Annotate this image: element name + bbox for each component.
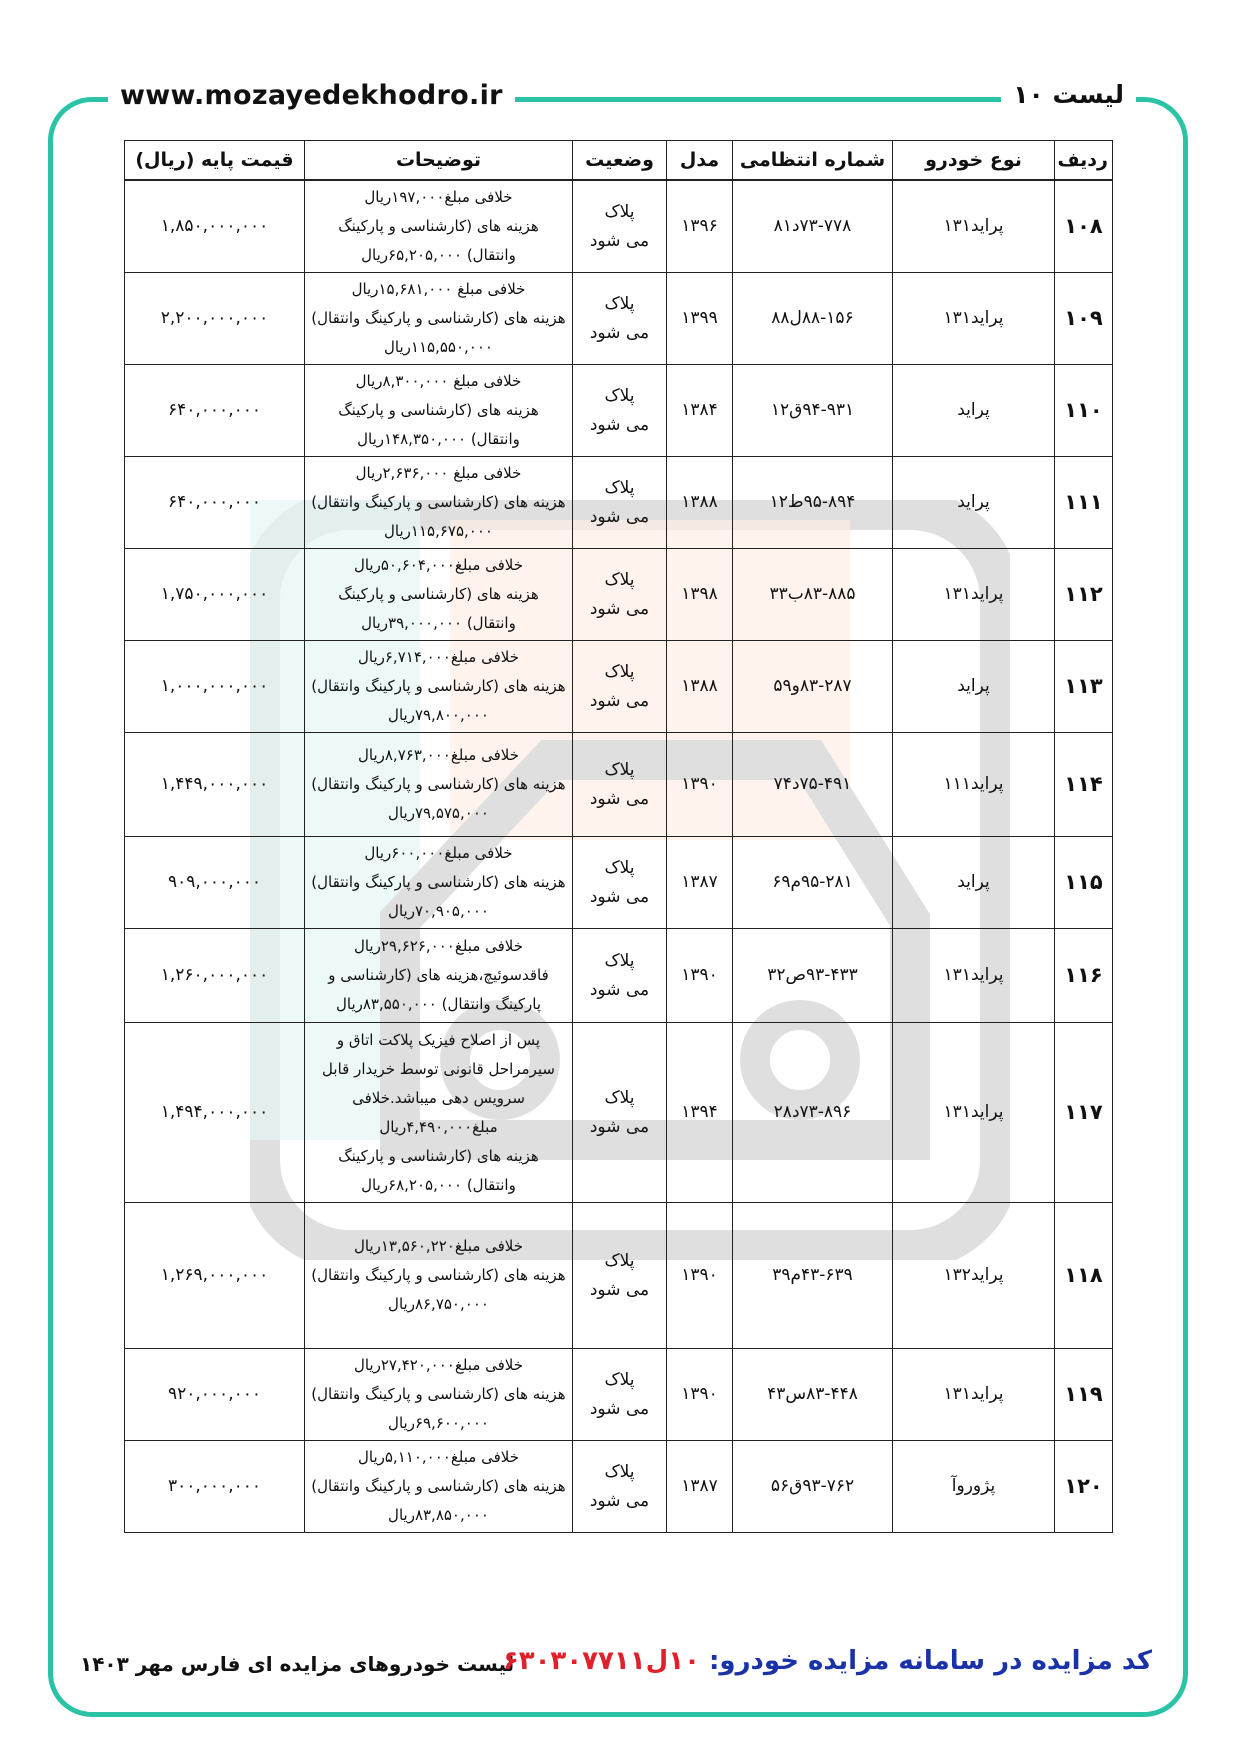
description-line: هزینه های (کارشناسی و پارکینگ — [338, 1146, 539, 1165]
car-type-cell — [893, 180, 1055, 273]
base-price: ۶۴۰,۰۰۰,۰۰۰ — [168, 400, 261, 420]
status-line: پلاک — [604, 857, 635, 878]
price-cell — [125, 1349, 305, 1441]
description-line: هزینه های (کارشناسی و پارکینگ وانتقال) — [311, 493, 566, 511]
description-line: وانتقال) ۱۴۸,۳۵۰,۰۰۰ریال — [357, 430, 520, 448]
description-line: خلافی مبلغ۲۹,۶۲۶,۰۰۰ریال — [353, 937, 524, 955]
status-line: پلاک — [604, 569, 635, 590]
row-number: ۱۱۶ — [1064, 963, 1103, 987]
model-year: ۱۳۹۶ — [681, 216, 718, 236]
base-price: ۳۰۰,۰۰۰,۰۰۰ — [168, 1476, 261, 1496]
plate-cell — [733, 929, 893, 1023]
plate-number: ۹۵-۸۹۴ط۱۲ — [769, 492, 856, 512]
footer-auction-code — [503, 1646, 1152, 1676]
row-number-cell — [1055, 929, 1113, 1023]
status-line: پلاک — [604, 201, 635, 222]
model-year: ۱۳۹۰ — [681, 774, 718, 794]
description-line: هزینه های (کارشناسی و پارکینگ وانتقال) — [311, 1477, 566, 1495]
table-row — [125, 1349, 1113, 1441]
table-row — [125, 457, 1113, 549]
description-line: وانتقال) ۶۵,۲۰۵,۰۰۰ریال — [361, 246, 516, 264]
description-line: ۸۳,۸۵۰,۰۰۰ریال — [388, 1506, 489, 1524]
row-number-cell — [1055, 641, 1113, 733]
model-cell — [667, 1349, 733, 1441]
table-header-row — [125, 141, 1113, 181]
list-number: لیست ۱۰ — [1001, 80, 1136, 109]
car-type-cell — [893, 1023, 1055, 1203]
car-type-cell — [893, 733, 1055, 837]
description-line: هزینه های (کارشناسی و پارکینگ وانتقال) — [311, 677, 566, 695]
row-number-cell — [1055, 1349, 1113, 1441]
base-price: ۹۲۰,۰۰۰,۰۰۰ — [168, 1384, 261, 1404]
status-cell — [573, 1023, 667, 1203]
base-price: ۱,۸۵۰,۰۰۰,۰۰۰ — [160, 216, 269, 236]
table-row — [125, 365, 1113, 457]
price-cell — [125, 180, 305, 273]
description-line: خلافی مبلغ۱۳,۵۶۰,۲۲۰ریال — [353, 1237, 524, 1255]
row-number: ۱۱۲ — [1064, 582, 1103, 606]
model-year: ۱۳۹۹ — [681, 308, 718, 328]
footer-code-value: ۱۰ل۶۳۰۳۰۷۷۱۱ — [502, 1646, 700, 1676]
table-row — [125, 641, 1113, 733]
model-cell — [667, 733, 733, 837]
row-number-cell — [1055, 180, 1113, 273]
car-type: پراید۱۳۲ — [943, 1265, 1004, 1285]
description-line: پس از اصلاح فیزیک پلاکت اتاق و — [336, 1030, 541, 1049]
row-number: ۱۱۳ — [1064, 674, 1103, 698]
status-cell — [573, 1441, 667, 1533]
car-type: پراید۱۳۱ — [943, 216, 1004, 236]
header-model: مدل — [667, 141, 733, 181]
table-row — [125, 1441, 1113, 1533]
model-year: ۱۳۸۸ — [681, 492, 718, 512]
description-line: خلافی مبلغ۶۰۰,۰۰۰ریال — [364, 844, 513, 862]
plate-cell — [733, 641, 893, 733]
plate-cell — [733, 1203, 893, 1349]
plate-number: ۹۳-۷۶۲ق۵۶ — [770, 1476, 855, 1496]
base-price: ۹۰۹,۰۰۰,۰۰۰ — [168, 872, 261, 892]
description-line: مبلغ۴,۴۹۰,۰۰۰ریال — [379, 1117, 498, 1136]
row-number: ۱۱۱ — [1064, 490, 1103, 514]
status-cell — [573, 837, 667, 929]
status-line: پلاک — [604, 385, 635, 406]
status-line: پلاک — [604, 1369, 635, 1390]
plate-number: ۷۳-۸۹۶د۲۸ — [773, 1102, 852, 1122]
car-type-cell — [893, 837, 1055, 929]
status-line: می شود — [589, 979, 650, 1000]
car-type: پراید۱۳۱ — [943, 1384, 1004, 1404]
status-line: می شود — [589, 506, 650, 527]
plate-cell — [733, 1023, 893, 1203]
model-cell — [667, 180, 733, 273]
header-plate: شماره انتظامی — [733, 141, 893, 181]
table-row — [125, 733, 1113, 837]
car-type-cell — [893, 1203, 1055, 1349]
price-cell — [125, 365, 305, 457]
row-number: ۱۱۴ — [1064, 772, 1103, 796]
plate-number: ۷۵-۴۹۱د۷۴ — [773, 774, 852, 794]
description-line: هزینه های (کارشناسی و پارکینگ وانتقال) — [311, 873, 566, 891]
status-line: می شود — [589, 690, 650, 711]
status-line: پلاک — [604, 661, 635, 682]
price-cell — [125, 641, 305, 733]
car-type: پراید۱۳۱ — [943, 584, 1004, 604]
description-line: وانتقال) ۳۹,۰۰۰,۰۰۰ریال — [361, 614, 516, 632]
status-line: می شود — [589, 886, 650, 907]
base-price: ۱,۲۶۰,۰۰۰,۰۰۰ — [160, 965, 269, 985]
status-cell — [573, 1203, 667, 1349]
table-row — [125, 180, 1113, 273]
car-type: پراید۱۳۱ — [943, 965, 1004, 985]
base-price: ۲,۲۰۰,۰۰۰,۰۰۰ — [160, 308, 269, 328]
status-cell — [573, 929, 667, 1023]
plate-cell — [733, 837, 893, 929]
base-price: ۱,۷۵۰,۰۰۰,۰۰۰ — [160, 584, 269, 604]
row-number-cell — [1055, 1023, 1113, 1203]
description-line: هزینه های (کارشناسی و پارکینگ — [338, 585, 539, 603]
plate-cell — [733, 1441, 893, 1533]
description-cell — [305, 641, 573, 733]
row-number: ۱۱۵ — [1064, 870, 1103, 894]
description-cell — [305, 837, 573, 929]
status-line: می شود — [589, 414, 650, 435]
row-number-cell — [1055, 365, 1113, 457]
status-cell — [573, 1349, 667, 1441]
row-number: ۱۲۰ — [1064, 1474, 1103, 1498]
header-description: توضیحات — [305, 141, 573, 181]
price-cell — [125, 1023, 305, 1203]
price-cell — [125, 1441, 305, 1533]
description-line: هزینه های (کارشناسی و پارکینگ وانتقال) — [311, 775, 566, 793]
status-line: می شود — [589, 598, 650, 619]
car-type-cell — [893, 641, 1055, 733]
status-line: می شود — [589, 1116, 650, 1137]
car-type-cell — [893, 457, 1055, 549]
car-type: پراید۱۳۱ — [943, 1102, 1004, 1122]
table-row — [125, 273, 1113, 365]
description-line: ۷۹,۵۷۵,۰۰۰ریال — [388, 804, 489, 822]
car-type: پژوروآ — [951, 1476, 996, 1496]
description-cell — [305, 1203, 573, 1349]
plate-number: ۹۳-۴۳۳ص۳۲ — [767, 965, 858, 985]
description-cell — [305, 273, 573, 365]
base-price: ۶۴۰,۰۰۰,۰۰۰ — [168, 492, 261, 512]
plate-number: ۹۴-۹۳۱ق۱۲ — [770, 400, 855, 420]
header-price: قیمت پایه (ریال) — [125, 141, 305, 181]
status-line: پلاک — [604, 759, 635, 780]
plate-number: ۸۳-۲۸۷و۵۹ — [773, 676, 852, 696]
plate-cell — [733, 273, 893, 365]
site-url[interactable]: www.mozayedekhodro.ir — [108, 80, 515, 111]
model-year: ۱۳۹۰ — [681, 1384, 718, 1404]
model-year: ۱۳۹۰ — [681, 1265, 718, 1285]
row-number-cell — [1055, 837, 1113, 929]
description-line: ۱۱۵,۵۵۰,۰۰۰ریال — [384, 338, 493, 356]
row-number-cell — [1055, 733, 1113, 837]
description-line: ۸۶,۷۵۰,۰۰۰ریال — [388, 1295, 489, 1313]
description-cell — [305, 1349, 573, 1441]
description-line: خلافی مبلغ۵,۱۱۰,۰۰۰ریال — [357, 1448, 519, 1466]
base-price: ۱,۴۴۹,۰۰۰,۰۰۰ — [160, 774, 269, 794]
model-year: ۱۳۸۴ — [681, 400, 718, 420]
car-type: پراید۱۱۱ — [943, 774, 1004, 794]
header-row-number: ردیف — [1055, 141, 1113, 181]
description-line: خلافی مبلغ ۲,۶۳۶,۰۰۰ریال — [355, 464, 522, 482]
description-line: سرویس دهی میباشد.خلافی — [352, 1088, 525, 1107]
price-cell — [125, 457, 305, 549]
car-type: پراید — [957, 676, 990, 696]
model-cell — [667, 1023, 733, 1203]
price-cell — [125, 837, 305, 929]
status-line: می شود — [589, 230, 650, 251]
model-cell — [667, 549, 733, 641]
description-line: هزینه های (کارشناسی و پارکینگ وانتقال) — [311, 309, 566, 327]
status-line: می شود — [589, 788, 650, 809]
row-number: ۱۰۸ — [1064, 214, 1103, 238]
plate-number: ۸۳-۸۸۵ب۳۳ — [769, 584, 856, 604]
row-number-cell — [1055, 1441, 1113, 1533]
description-line: ۷۰,۹۰۵,۰۰۰ریال — [388, 902, 489, 920]
description-cell — [305, 549, 573, 641]
footer-list-title: لیست خودروهای مزایده ای فارس مهر ۱۴۰۳ — [80, 1652, 515, 1676]
description-cell — [305, 180, 573, 273]
description-line: خلافی مبلغ۸,۷۶۳,۰۰۰ریال — [357, 746, 519, 764]
model-cell — [667, 1441, 733, 1533]
description-cell — [305, 365, 573, 457]
plate-number: ۷۳-۷۷۸د۸۱ — [773, 216, 852, 236]
table-row — [125, 1023, 1113, 1203]
description-line: خلافی مبلغ ۸,۳۰۰,۰۰۰ریال — [355, 372, 522, 390]
vehicle-table — [124, 140, 1113, 1533]
status-line: پلاک — [604, 477, 635, 498]
plate-number: ۸۸-۱۵۶ل۸۸ — [771, 308, 854, 328]
status-cell — [573, 365, 667, 457]
model-cell — [667, 641, 733, 733]
car-type: پراید — [957, 400, 990, 420]
plate-number: ۹۵-۲۸۱م۶۹ — [772, 872, 853, 892]
status-line: می شود — [589, 1490, 650, 1511]
header-car-type: نوع خودرو — [893, 141, 1055, 181]
status-cell — [573, 273, 667, 365]
description-cell — [305, 929, 573, 1023]
table-row — [125, 549, 1113, 641]
status-line: می شود — [589, 1279, 650, 1300]
base-price: ۱,۰۰۰,۰۰۰,۰۰۰ — [160, 676, 269, 696]
plate-cell — [733, 180, 893, 273]
table-row — [125, 929, 1113, 1023]
description-line: ۶۹,۶۰۰,۰۰۰ریال — [388, 1414, 489, 1432]
description-line: هزینه های (کارشناسی و پارکینگ — [338, 401, 539, 419]
description-line: هزینه های (کارشناسی و پارکینگ وانتقال) — [311, 1266, 566, 1284]
car-type-cell — [893, 549, 1055, 641]
row-number: ۱۱۷ — [1064, 1100, 1103, 1124]
car-type-cell — [893, 1441, 1055, 1533]
status-cell — [573, 180, 667, 273]
status-line: پلاک — [604, 1250, 635, 1271]
header-status: وضعیت — [573, 141, 667, 181]
car-type-cell — [893, 1349, 1055, 1441]
description-line: خلافی مبلغ ۱۵,۶۸۱,۰۰۰ریال — [351, 280, 526, 298]
status-line: پلاک — [604, 950, 635, 971]
model-cell — [667, 837, 733, 929]
car-type: پراید۱۳۱ — [943, 308, 1004, 328]
model-year: ۱۳۸۷ — [681, 1476, 718, 1496]
status-line: می شود — [589, 322, 650, 343]
price-cell — [125, 929, 305, 1023]
price-cell — [125, 549, 305, 641]
description-line: خلافی مبلغ۲۷,۴۲۰,۰۰۰ریال — [353, 1356, 524, 1374]
model-cell — [667, 929, 733, 1023]
description-line: ۱۱۵,۶۷۵,۰۰۰ریال — [384, 522, 493, 540]
row-number: ۱۱۸ — [1064, 1263, 1103, 1287]
table-row — [125, 1203, 1113, 1349]
description-line: وانتقال) ۶۸,۲۰۵,۰۰۰ریال — [361, 1175, 516, 1194]
car-type-cell — [893, 929, 1055, 1023]
plate-cell — [733, 365, 893, 457]
status-cell — [573, 549, 667, 641]
plate-number: ۴۳-۶۳۹م۳۹ — [772, 1265, 853, 1285]
model-cell — [667, 365, 733, 457]
row-number: ۱۱۹ — [1064, 1382, 1103, 1406]
price-cell — [125, 733, 305, 837]
description-line: فاقدسوئیچ،هزینه های (کارشناسی و — [328, 966, 549, 984]
description-line: خلافی مبلغ۱۹۷,۰۰۰ریال — [364, 188, 513, 206]
status-cell — [573, 641, 667, 733]
plate-number: ۸۳-۴۴۸س۴۳ — [767, 1384, 858, 1404]
description-cell — [305, 457, 573, 549]
row-number-cell — [1055, 273, 1113, 365]
status-cell — [573, 457, 667, 549]
description-cell — [305, 1023, 573, 1203]
model-cell — [667, 273, 733, 365]
row-number-cell — [1055, 549, 1113, 641]
status-line: می شود — [589, 1398, 650, 1419]
base-price: ۱,۲۶۹,۰۰۰,۰۰۰ — [160, 1265, 269, 1285]
description-line: خلافی مبلغ۶,۷۱۴,۰۰۰ریال — [357, 648, 519, 666]
row-number: ۱۱۰ — [1064, 398, 1103, 422]
description-line: ۷۹,۸۰۰,۰۰۰ریال — [388, 706, 489, 724]
description-line: خلافی مبلغ۵۰,۶۰۴,۰۰۰ریال — [353, 556, 524, 574]
description-line: سیرمراحل قانونی توسط خریدار قابل — [322, 1059, 555, 1078]
plate-cell — [733, 549, 893, 641]
description-line: پارکینگ وانتقال) ۸۳,۵۵۰,۰۰۰ریال — [335, 995, 542, 1013]
plate-cell — [733, 457, 893, 549]
footer-code-label: کد مزایده در سامانه مزایده خودرو: — [709, 1646, 1152, 1676]
car-type-cell — [893, 273, 1055, 365]
status-line: پلاک — [604, 293, 635, 314]
car-type-cell — [893, 365, 1055, 457]
model-year: ۱۳۸۸ — [681, 676, 718, 696]
description-cell — [305, 1441, 573, 1533]
model-year: ۱۳۹۴ — [681, 1102, 718, 1122]
car-type: پراید — [957, 492, 990, 512]
row-number: ۱۰۹ — [1064, 306, 1103, 330]
model-cell — [667, 1203, 733, 1349]
table-row — [125, 837, 1113, 929]
row-number-cell — [1055, 457, 1113, 549]
status-line: پلاک — [604, 1461, 635, 1482]
description-line: هزینه های (کارشناسی و پارکینگ — [338, 217, 539, 235]
model-year: ۱۳۹۰ — [681, 965, 718, 985]
status-line: پلاک — [604, 1087, 635, 1108]
model-year: ۱۳۹۸ — [681, 584, 718, 604]
base-price: ۱,۴۹۴,۰۰۰,۰۰۰ — [160, 1102, 269, 1122]
model-year: ۱۳۸۷ — [681, 872, 718, 892]
car-type: پراید — [957, 872, 990, 892]
description-cell — [305, 733, 573, 837]
row-number-cell — [1055, 1203, 1113, 1349]
status-cell — [573, 733, 667, 837]
plate-cell — [733, 733, 893, 837]
price-cell — [125, 1203, 305, 1349]
price-cell — [125, 273, 305, 365]
model-cell — [667, 457, 733, 549]
plate-cell — [733, 1349, 893, 1441]
description-line: هزینه های (کارشناسی و پارکینگ وانتقال) — [311, 1385, 566, 1403]
